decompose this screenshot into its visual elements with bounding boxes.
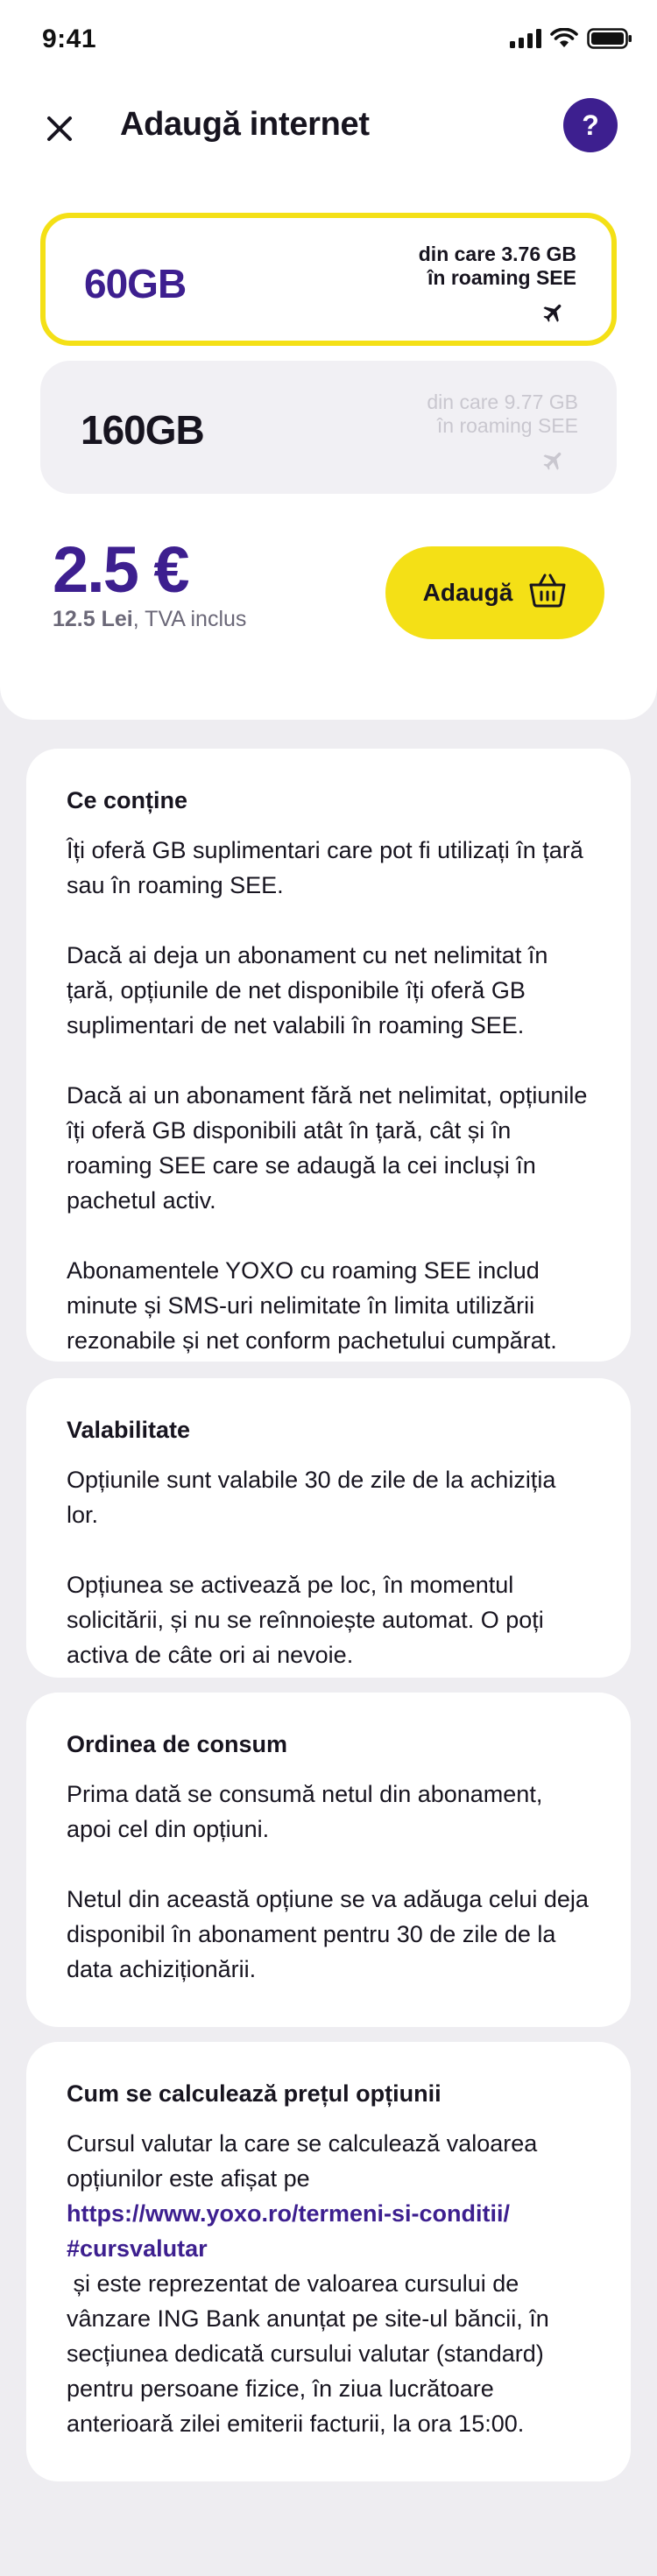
option-60gb[interactable] xyxy=(40,213,617,346)
link-line2: #cursvalutar xyxy=(67,2235,208,2262)
option-160gb[interactable] xyxy=(40,361,617,494)
section-paragraph xyxy=(67,2126,592,2441)
section-validity xyxy=(26,1378,631,1678)
section-title: Valabilitate xyxy=(67,1417,191,1443)
option-roaming-detail xyxy=(419,243,576,290)
help-icon: ? xyxy=(582,109,599,141)
section-title: Cum se calculează prețul opțiunii xyxy=(67,2080,442,2107)
section-paragraph: Opțiunile sunt valabile 30 de zile de la achiziția lor. xyxy=(67,1467,556,1528)
status-time: 9:41 xyxy=(42,25,97,53)
link-line1: https://www.yoxo.ro/termeni-si-conditii/ xyxy=(67,2200,511,2227)
close-icon xyxy=(46,116,73,142)
option-roaming-detail xyxy=(427,391,578,438)
section-paragraph: Abonamentele YOXO cu roaming SEE includ minute și SMS-uri nelimitate în limita utilizării rezonabile și net conform pachetului cumpărat. xyxy=(67,1257,557,1354)
option-detail-line2: în roaming SEE xyxy=(427,266,576,289)
currency-rate-link[interactable] xyxy=(67,2196,592,2266)
price-calc-outro: și este reprezentat de valoarea cursului de vânzare ING Bank anunțat pe site-ul băncii, în secțiunea dedicată cursului valutar (standard) pentru persoane fizice, în ziua lucrătoare anterioară zilei emiterii facturii, la ora 15:00. xyxy=(67,2270,556,2437)
status-icons xyxy=(510,28,632,53)
page-title: Adaugă internet xyxy=(120,106,370,143)
section-paragraph: Netul din această opțiune se va adăuga celui deja disponibil în abonament pentru 30 de zile de la data achiziționării. xyxy=(67,1886,589,1982)
section-contents xyxy=(26,749,631,1362)
section-price-calculation xyxy=(26,2042,631,2481)
airplane-icon xyxy=(541,300,566,329)
battery-icon xyxy=(587,28,632,53)
section-paragraph: Îți oferă GB suplimentari care pot fi utilizați în țară sau în roaming SEE. xyxy=(67,837,583,898)
option-detail-line2: în roaming SEE xyxy=(436,414,578,437)
section-paragraph: Dacă ai un abonament fără net nelimitat, opțiunile îți oferă GB disponibili atât în țară, cât și în roaming SEE care se adaugă la cei incluși în pachetul activ. xyxy=(67,1082,588,1214)
section-consumption-order xyxy=(26,1693,631,2027)
price-subtext xyxy=(53,607,246,632)
price-calc-intro: Cursul valutar la care se calculează valoarea opțiunilor este afișat pe xyxy=(67,2130,538,2192)
close-button[interactable] xyxy=(39,108,81,150)
section-paragraph: Dacă ai deja un abonament cu net nelimitat în țară, opțiunile de net disponibile îți oferă GB suplimentari de net valabili în roaming SEE. xyxy=(67,942,548,1038)
wifi-icon xyxy=(550,28,578,53)
option-detail-line1: din care 3.76 GB xyxy=(418,243,576,265)
price-amount: 2.5 € xyxy=(53,533,188,606)
basket-icon xyxy=(528,572,567,615)
add-button-label: Adaugă xyxy=(422,579,513,606)
help-button[interactable] xyxy=(563,98,618,152)
top-panel xyxy=(0,0,657,720)
status-bar xyxy=(0,0,657,79)
price-lei: 12.5 Lei xyxy=(53,607,133,631)
airplane-icon xyxy=(541,448,566,477)
section-paragraph: Prima dată se consumă netul din abonament, apoi cel din opțiuni. xyxy=(67,1781,543,1842)
option-gb-label: 60GB xyxy=(84,261,187,306)
price-vat: , TVA inclus xyxy=(132,607,247,631)
section-title: Ce conține xyxy=(67,787,188,813)
header xyxy=(0,92,657,162)
signal-icon xyxy=(510,29,541,53)
add-button[interactable] xyxy=(385,546,604,639)
section-paragraph: Opțiunea se activează pe loc, în momentul solicitării, și nu se reînnoiește automat. O poți activa de câte ori ai nevoie. xyxy=(67,1572,544,1668)
option-detail-line1: din care 9.77 GB xyxy=(427,391,578,413)
option-gb-label: 160GB xyxy=(81,407,204,453)
section-title: Ordinea de consum xyxy=(67,1731,288,1757)
